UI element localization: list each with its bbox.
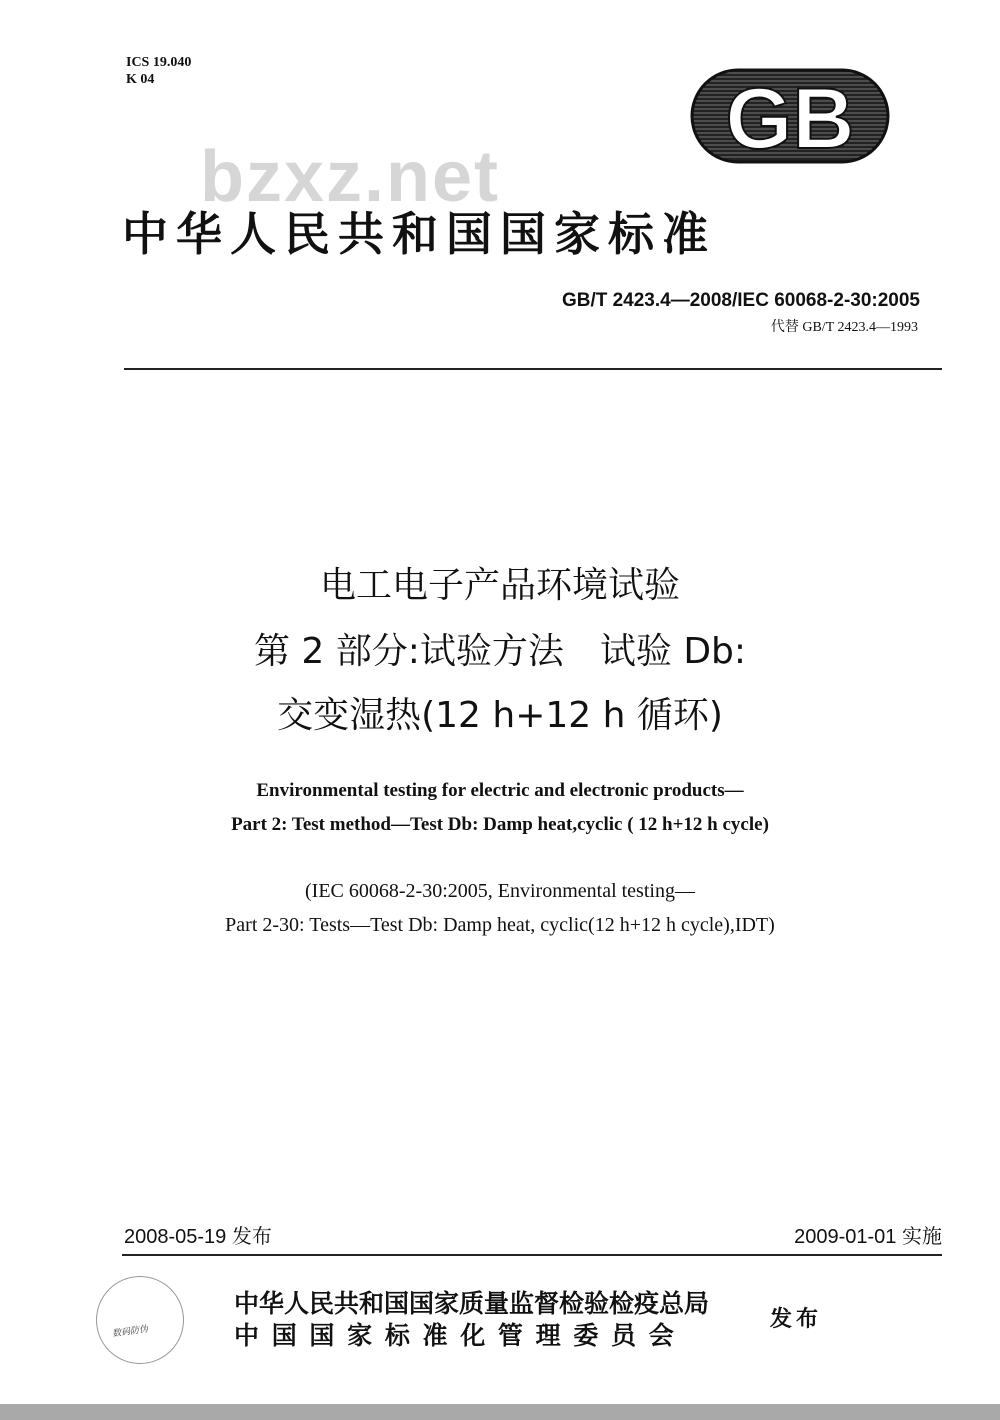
cn-title-line2: 第 2 部分:试验方法 试验 Db: <box>253 631 747 672</box>
anti-counterfeit-stamp <box>96 1276 184 1364</box>
category-code: K 04 <box>126 72 155 87</box>
gb-logo-text: GB <box>725 71 855 164</box>
watermark: bzxz.net <box>200 137 501 217</box>
iec-reference-line2: Part 2-30: Tests—Test Db: Damp heat, cyclic(12 h+12 h cycle),IDT) <box>225 914 775 936</box>
publish-date: 2008-05-19 发布 <box>124 1226 272 1248</box>
issuer-line2: 中 国 国 家 标 准 化 管 理 委 员 会 <box>234 1321 676 1350</box>
en-title-line1: Environmental testing for electric and electronic products— <box>256 780 744 801</box>
footer-divider <box>122 1254 942 1256</box>
issuer-line1: 中华人民共和国国家质量监督检验检疫总局 <box>234 1289 710 1318</box>
ics-code-block <box>126 54 191 88</box>
publish-label: 发布 <box>770 1307 823 1332</box>
standard-number: GB/T 2423.4—2008/IEC 60068-2-30:2005 <box>561 290 920 311</box>
national-standard-title: 中华人民共和国国家标准 <box>122 207 716 261</box>
stamp-text: 数码防伪 <box>111 1324 149 1340</box>
header-divider <box>124 368 942 370</box>
cn-title-line1: 电工电子产品环境试验 <box>319 565 680 606</box>
ics-code: ICS 19.040 <box>126 55 192 70</box>
cn-title-line3: 交变湿热(12 h+12 h 循环) <box>277 695 723 736</box>
effective-date: 2009-01-01 实施 <box>794 1226 942 1248</box>
gb-logo <box>690 68 890 164</box>
bottom-scan-bar <box>0 1404 1000 1420</box>
replaces-note: 代替 GB/T 2423.4—1993 <box>770 320 918 335</box>
iec-reference-line1: (IEC 60068-2-30:2005, Environmental testing— <box>305 880 695 902</box>
en-title-line2: Part 2: Test method—Test Db: Damp heat,cyclic ( 12 h+12 h cycle) <box>231 814 769 835</box>
